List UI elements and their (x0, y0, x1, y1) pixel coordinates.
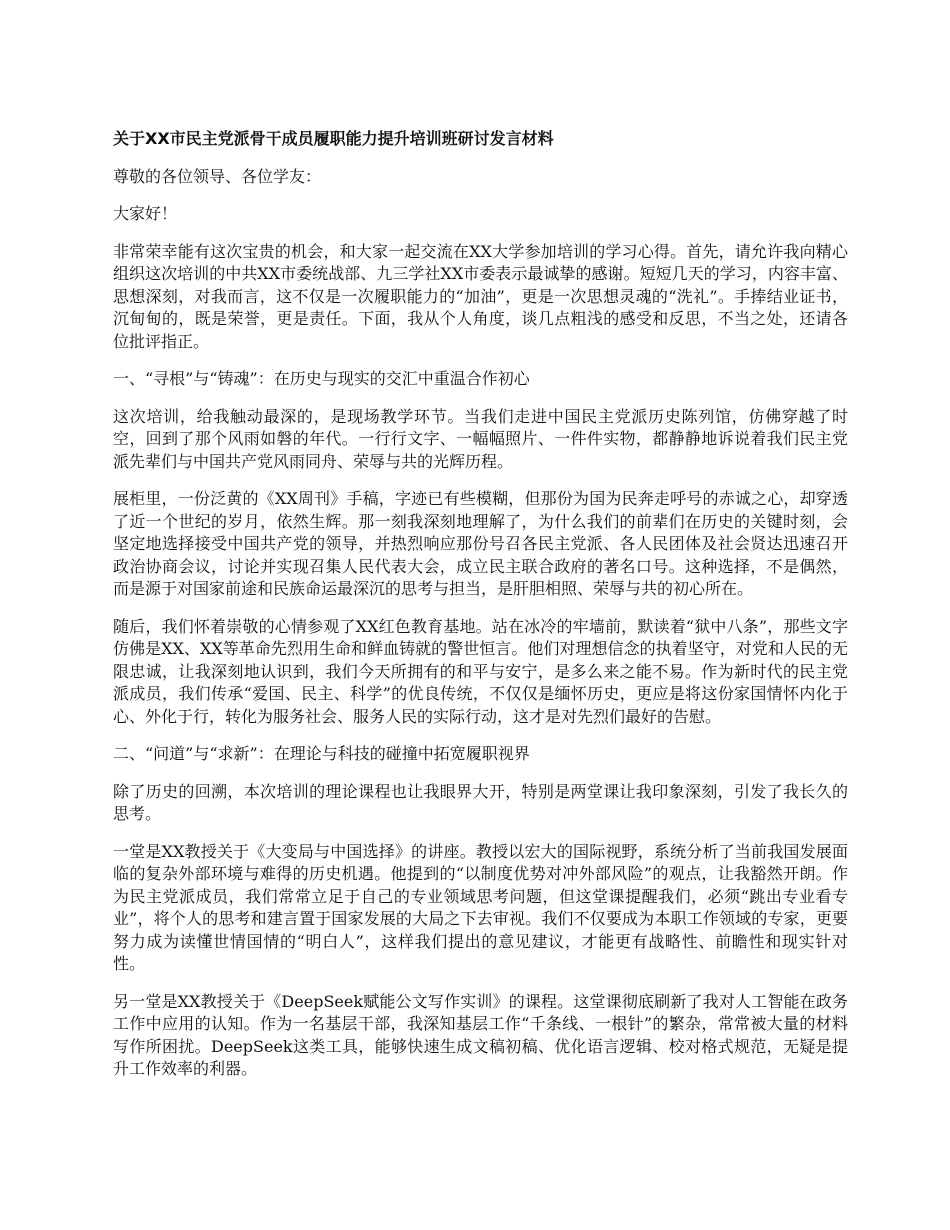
section-1-heading: 一、“寻根”与“铸魂”：在历史与现实的交汇中重温合作初心 (113, 369, 530, 388)
section-1-paragraph-2: 展柜里，一份泛黄的《XX周刊》手稿，字迹已有些模糊，但那份为国为民奔走呼号的赤诚之心，却穿透了近一个世纪的岁月，依然生辉。那一刻我深刻地理解了，为什么我们的前辈们在历史的关键时刻，会坚定地选择接受中国共产党的领导，并热烈响应那份号召各民主党派、各人民团体及社会贤达迅速召开政治协商会议，讨论并实现召集人民代表大会，成立民主联合政府的著名口号。这种选择，不是偶然，而是源于对国家前途和民族命运最深沉的思考与担当，是肝胆相照、荣辱与共的初心所在。 (113, 489, 848, 598)
document-page (113, 128, 848, 1096)
greeting: 大家好！ (113, 204, 178, 223)
section-1-paragraph-3: 随后，我们怀着崇敬的心情参观了XX红色教育基地。站在冰冷的牢墙前，默读着“狱中八条”，那些文字仿佛是XX、XX等革命先烈用生命和鲜血铸就的警世恒言。他们对理想信念的执着坚守，对党和人民的无限忠诚，让我深刻地认识到，我们今天所拥有的和平与安宁，是多么来之能不易。作为新时代的民主党派成员，我们传承“爱国、民主、科学”的优良传统，不仅仅是缅怀历史，更应是将这份家国情怀内化于心、外化于行，转化为服务社会、服务人民的实际行动，这才是对先烈们最好的告慰。 (113, 616, 848, 726)
section-2-heading: 二、“问道”与“求新”：在理论与科技的碰撞中拓宽履职视界 (113, 744, 530, 763)
intro-paragraph: 非常荣幸能有这次宝贵的机会，和大家一起交流在XX大学参加培训的学习心得。首先，请允许我向精心组织这次培训的中共XX市委统战部、九三学社XX市委表示最诚挚的感谢。短短几天的学习，内容丰富、思想深刻，对我而言，这不仅是一次履职能力的“加油”，更是一次思想灵魂的“洗礼”。手捧结业证书，沉甸甸的，既是荣誉，更是责任。下面，我从个人角度，谈几点粗浅的感受和反思，不当之处，还请各位批评指正。 (113, 241, 848, 351)
section-1-paragraph-1: 这次培训，给我触动最深的，是现场教学环节。当我们走进中国民主党派历史陈列馆，仿佛穿越了时空，回到了那个风雨如磐的年代。一行行文字、一幅幅照片、一件件实物，都静静地诉说着我们民主党派先辈们与中国共产党风雨同舟、荣辱与共的光辉历程。 (113, 406, 848, 471)
section-2-paragraph-1: 除了历史的回溯，本次培训的理论课程也让我眼界大开，特别是两堂课让我印象深刻，引发了我长久的思考。 (113, 781, 848, 823)
section-2-paragraph-2: 一堂是XX教授关于《大变局与中国选择》的讲座。教授以宏大的国际视野，系统分析了当前我国发展面临的复杂外部环境与难得的历史机遇。他提到的“以制度优势对冲外部风险”的观点，让我豁然开朗。作为民主党派成员，我们常常立足于自己的专业领域思考问题，但这堂课提醒我们，必须“跳出专业看专业”，将个人的思考和建言置于国家发展的大局之下去审视。我们不仅要成为本职工作领域的专家，更要努力成为读懂世情国情的“明白人”，这样我们提出的意见建议，才能更有战略性、前瞻性和现实针对性。 (113, 841, 848, 973)
document-title: 关于XX市民主党派骨干成员履职能力提升培训班研讨发言材料 (113, 129, 554, 148)
salutation: 尊敬的各位领导、各位学友： (113, 166, 322, 186)
section-2-paragraph-3: 另一堂是XX教授关于《DeepSeek赋能公文写作实训》的课程。这堂课彻底刷新了我对人工智能在政务工作中应用的认知。作为一名基层干部，我深知基层工作“千条线、一根针”的繁杂，常常被大量的材料写作所困扰。DeepSeek这类工具，能够快速生成文稿初稿、优化语言逻辑、校对格式规范，无疑是提升工作效率的利器。 (113, 991, 848, 1078)
